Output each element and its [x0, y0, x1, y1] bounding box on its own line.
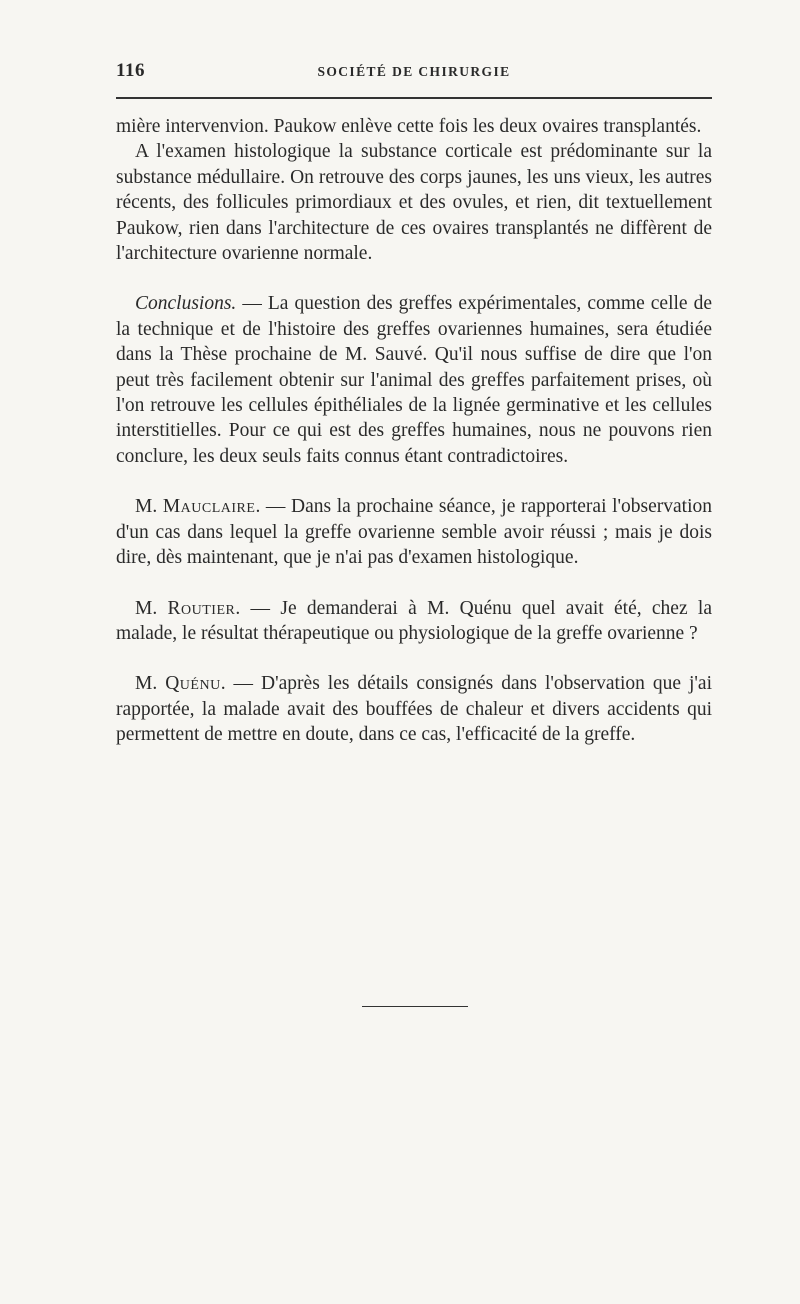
speaker-prefix: M.: [135, 597, 168, 619]
speaker-name-quenu: Quénu: [165, 673, 221, 695]
conclusions-heading: Conclusions.: [135, 293, 237, 315]
header-rule: [116, 97, 712, 99]
paragraph-mauclaire: [116, 494, 712, 570]
quenu-text: . — D'après les détails consignés dans l'observation que j'ai rapportée, la malade avait des bouffées de chaleur et divers accidents qui permettent de mettre en doute, dans ce cas, l'efficacité de la greffe.: [116, 673, 712, 746]
paragraph-quenu: [116, 671, 712, 747]
conclusions-text: — La question des greffes expérimentales, comme celle de la technique et de l'histoire des greffes ovariennes humaines, sera étudiée dans la Thèse prochaine de M. Sauvé. Qu'il nous suffise de dire que l'on peut très facilement obtenir sur l'animal des greffes parfaitement prises, où l'on retrouve les cellules épithéliales de la lignée germinative et les cellules interstitielles. Pour ce qui est des greffes humaines, nous ne pouvons rien conclure, les deux seuls faits connus étant contradictoires.: [116, 293, 712, 467]
speaker-prefix: M.: [135, 496, 163, 518]
paragraph-histology: A l'examen histologique la substance corticale est prédominante sur la substance médullaire. On retrouve des corps jaunes, les uns vieux, les autres récents, des follicules primordiaux et des ovules, et rien, dit textuellement Paukow, rien dans l'architecture de ces ovaires transplantés ne diffèrent de l'architecture ovarienne normale.: [116, 141, 712, 265]
speaker-name-mauclaire: Mauclaire: [162, 496, 256, 518]
page-number: 116: [116, 60, 145, 81]
end-rule: [362, 1006, 468, 1007]
mauclaire-text: . — Dans la prochaine séance, je rapporterai l'observation d'un cas dans lequel la greffe ovarienne semble avoir réussi ; mais je dois dire, dès maintenant, que je n'ai pas d'examen histologique.: [116, 496, 713, 569]
body-text: [116, 114, 712, 748]
paragraph-routier: [116, 596, 712, 647]
speaker-prefix: M.: [135, 673, 166, 695]
running-title: SOCIÉTÉ DE CHIRURGIE: [317, 64, 511, 79]
paragraph-conclusions: [116, 291, 712, 469]
paragraph-continuation: mière intervenvion. Paukow enlève cette fois les deux ovaires transplantés.: [116, 116, 702, 137]
page-header: [116, 56, 712, 86]
speaker-name-routier: Routier: [167, 597, 236, 619]
routier-text: . — Je demanderai à M. Quénu quel avait été, chez la malade, le résultat thérapeutique ou physiologique de la greffe ovarienne ?: [116, 597, 712, 644]
